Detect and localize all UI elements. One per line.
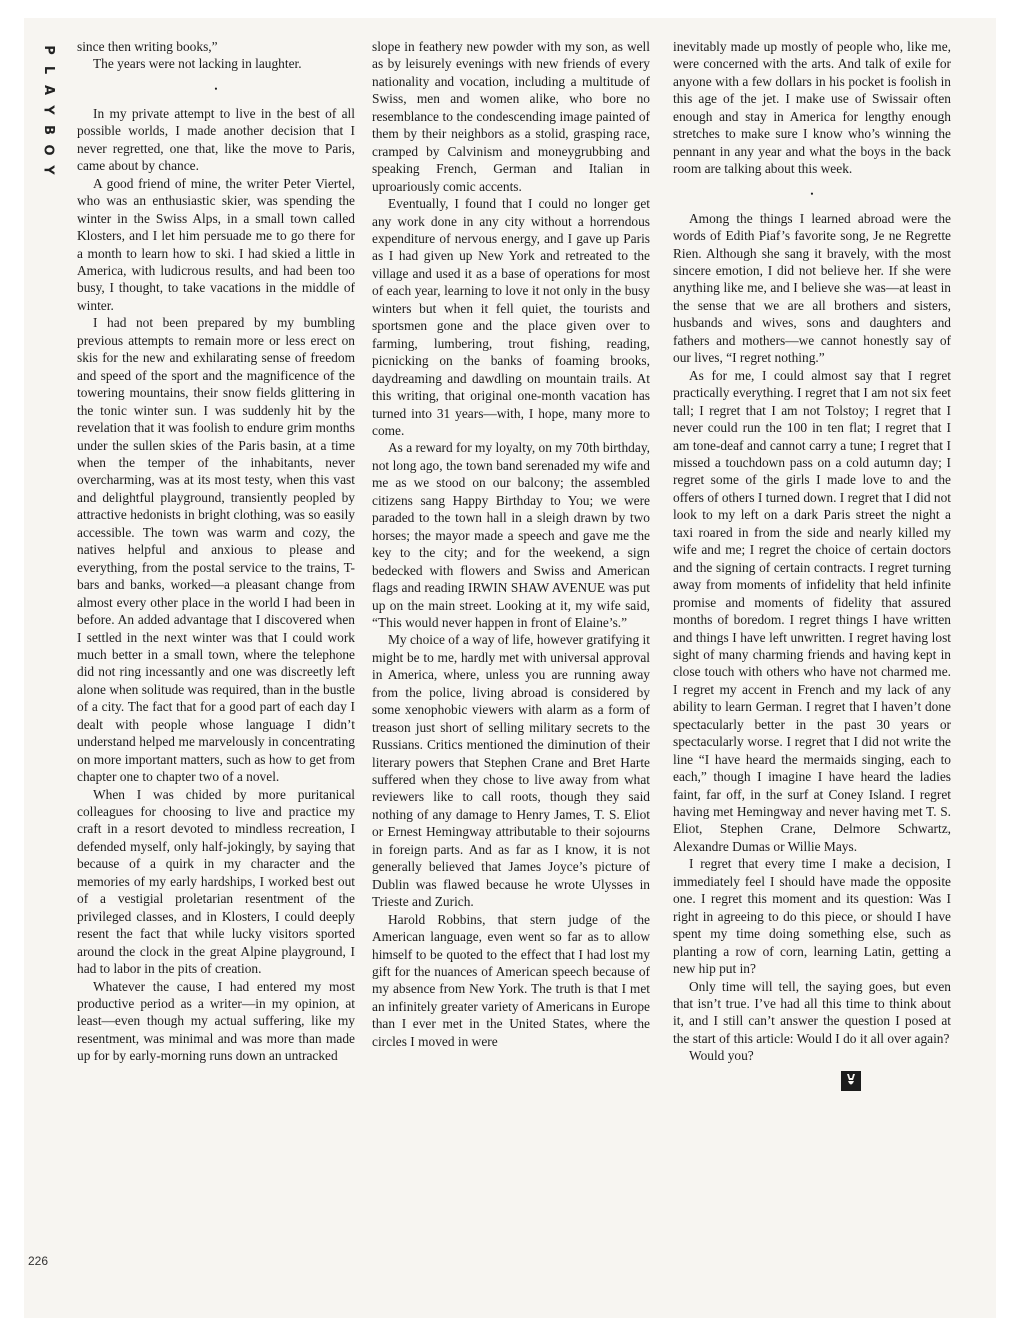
end-mark-bunny-icon <box>841 1071 861 1091</box>
side-title-letter: B <box>40 125 56 135</box>
paragraph: Only time will tell, the saying goes, but even that isn’t true. I’ve had all this time to think about it, and I still can’t answer the question I posed at the start of this article: Would I do it all over again? <box>673 978 951 1046</box>
side-title-letter: Y <box>40 165 56 175</box>
paragraph: Harold Robbins, that stern judge of the American language, even went so far as to allow himself to be quoted to the effect that I had lost my gift for the nuances of American speech because of my absence from New York. The truth is that I met an infinitely greater variety of Americans in Europe than I ever met in the United States, where the circles I moved in were <box>372 911 650 1049</box>
paragraph: As a reward for my loyalty, on my 70th birthday, not long ago, the town band serenaded my wife and me as we stood on our balcony; the assembled citizens sang Happy Birthday to You; we were paraded to the town hall in a sleigh drawn by two horses; the mayor made a speech and gave me the key to the city; and for the weekend, a sign bedecked with flowers and Swiss and American flags and reading IRWIN SHAW AVENUE was put up on the main street. Looking at it, my wife said, “This would never happen in front of Elaine’s.” <box>372 440 650 630</box>
text-column-1 <box>77 38 355 1065</box>
side-title-letter: L <box>40 65 56 75</box>
paragraph: A good friend of mine, the writer Peter Viertel, who was an enthusiastic skier, was spending the winter in the Swiss Alps, in a small town called Klosters, and I let him persuade me to go there for a month to learn how to ski. I had skied a little in America, with ludicrous results, and had been too busy, I thought, to take vacations in the middle of winter. <box>77 175 355 313</box>
magazine-page <box>24 18 996 1318</box>
paragraph: since then writing books,” <box>77 39 218 54</box>
page-number: 226 <box>28 1254 49 1268</box>
side-title-letter: O <box>41 144 56 156</box>
paragraph: My choice of a way of life, however gratifying it might be to me, hardly met with universal approval in America, where, unless you are running away from the police, living abroad is considered by some xenophobic viewers with alarm as a form of treason just short of selling military secrets to the Russians. Critics mentioned the diminution of their literary powers that Stephen Crane and Bret Harte suffered when they chose to live away from what reviewers like to call roots, though they said nothing of any damage to Henry James, T. S. Eliot or Ernest Hemingway attributable to their sojourns in foreign parts. And as far as I know, it is not generally believed that James Joyce’s picture of Dublin was flawed because he wrote Ulysses in Trieste and Zurich. <box>372 632 650 910</box>
magazine-side-title <box>38 40 54 180</box>
text-column-3 <box>673 38 951 1091</box>
paragraph: I had not been prepared by my bumbling previous attempts to remain more or less erect on skis for the new and exhilarating sense of freedom and speed of the sport and the magnificence of the towering mountains, their snow fields glittering in the tonic winter sun. I was suddenly hit by the revelation that it was foolish to endure grim months under the sullen skies of the Paris basin, at a time when the temper of the inhabitants, never overcharming, was at its most testy, when this vast and delightful playground, transiently peopled by attractive hedonists in bright clothing, was so easily accessible. The town was warm and cozy, the natives helpful and anxious to please and everything, from the postal service to the trains, T-bars and banks, worked—a pleasant change from almost every other place in the world I had been in before. An added advantage that I discovered when I settled in the next winter was that I could work much better in a small town, where the telephone did not ring incessantly and one was discreetly left alone when solitude was required, than in the bustle of a city. The fact that for a good part of each day I dealt with people whose language I didn’t understand helped me marvelously in concentrating on more important matters, such as how to get from chapter one to chapter two of a novel. <box>77 315 355 785</box>
paragraph: In my private attempt to live in the best of all possible worlds, I made another decision that I never regretted, one that, like the move to Paris, came about by chance. <box>77 105 355 174</box>
paragraph: As for me, I could almost say that I regret practically everything. I regret that I am not six feet tall; I regret that I am not Tolstoy; I regret that I never could run the 100 in ten flat; I regret that I am tone-deaf and cannot carry a tune; I regret that I missed a touchdown pass on a cold autumn day; I regret some of the girls I made love to and the offers of others I turned down. I regret that I did not look to my left on a dark Paris street the night a taxi roared in from the side and nearly killed my wife and me; I regret the choice of certain doctors and the signing of certain contracts. I regret turning away from moments of infidelity that held infinite promise and moments of fidelity that assured months of boredom. I regret things I have written and things I have left unwritten. I regret having lost sight of many charming friends and having kept in close touch with others who have not charmed me. I regret my accent in French and my lack of any ability to learn German. I regret that I haven’t done spectacularly better in the past 30 years or spectacularly worse. I regret that I did not write the line “I have heard the mermaids singing, each to each,” though I imagine I have heard the ladies faint, far off, in the surf at Coney Island. I regret having met Hemingway and never having met T. S. Eliot, Stephen Crane, Delmore Schwartz, Alexandre Dumas or Willie Mays. <box>673 367 951 854</box>
side-title-letter: P <box>41 45 56 55</box>
text-column-2 <box>372 38 650 1050</box>
paragraph: I regret that every time I make a decision, I immediately feel I should have made the opposite one. I regret this moment and its question: Was I right in agreeing to do this piece, or should I have spent my time doing something else, such as planting a row of corn, learning Latin, getting a new hip put in? <box>673 856 951 977</box>
side-title-letter: Y <box>40 105 56 115</box>
paragraph: Would you? <box>689 1048 754 1064</box>
paragraph: inevitably made up mostly of people who, like me, were concerned with the arts. And talk of exile for anyone with a few dollars in his pocket is foolish in this age of the jet. I make use of Swissair often enough and stay in America for lengthy enough stretches to make sure I know who’s winning the pennant in any year and what the boys in the back room are talking about this week. <box>673 39 951 177</box>
side-title-letter: A <box>41 84 56 96</box>
paragraph: slope in feathery new powder with my son, as well as by leisurely evenings with new friends of every nationality and vocation, including a multitude of Swiss, men and women alike, who bore no resemblance to the condescending image painted of them by their neighbors as a stolid, grasping race, cramped by Calvinism and moneygrubbing and speaking French, German and Italian in uproariously comic accents. <box>372 39 650 194</box>
paragraph: When I was chided by more puritanical colleagues for choosing to live and practice my craft in a resort devoted to mindless recreation, I defended myself, only half-jokingly, by saying that because of a quirk in my character and the memories of my early hardships, I worked best out of a vestigial proletarian resentment of the privileged classes, and in Klosters, I could deeply resent the fact that while lucky visitors sported around the clock in the great Alpine playground, I had to labor in the pits of creation. <box>77 786 355 977</box>
paragraph: Among the things I learned abroad were the words of Edith Piaf’s favorite song, Je ne Regrette Rien. Although she sang it bravely, with the most sincere emotion, I did not believe her. If she were anything like me, and I believe she was—at least in the sense that we are all brothers and sisters, husbands and wives, sons and daughters and fathers and mothers—we cannot honestly say of our lives, “I regret nothing.” <box>673 210 951 366</box>
section-break: • <box>214 83 218 94</box>
paragraph: The years were not lacking in laughter. <box>93 56 302 72</box>
section-break: • <box>810 188 814 199</box>
paragraph: Whatever the cause, I had entered my most productive period as a writer—in my opinion, at least—even though my actual suffering, like my resentment, was minimal and was more than made up for by early-morning runs down an untracked <box>77 978 355 1064</box>
paragraph: Eventually, I found that I could no longer get any work done in any city without a horrendous expenditure of nervous energy, and I gave up Paris as I had given up New York and retreated to the village and used it as a base of operations for most of each year, learning to love it not only in the busy winters but when it fell quiet, the tourists and sportsmen gone and the place given over to farming, lumbering, trout fishing, reading, picnicking on the banks of foaming brooks, daydreaming and dawdling on mountain trails. At this writing, that original one-month vacation has turned into 31 years—with, I hope, many more to come. <box>372 196 650 438</box>
